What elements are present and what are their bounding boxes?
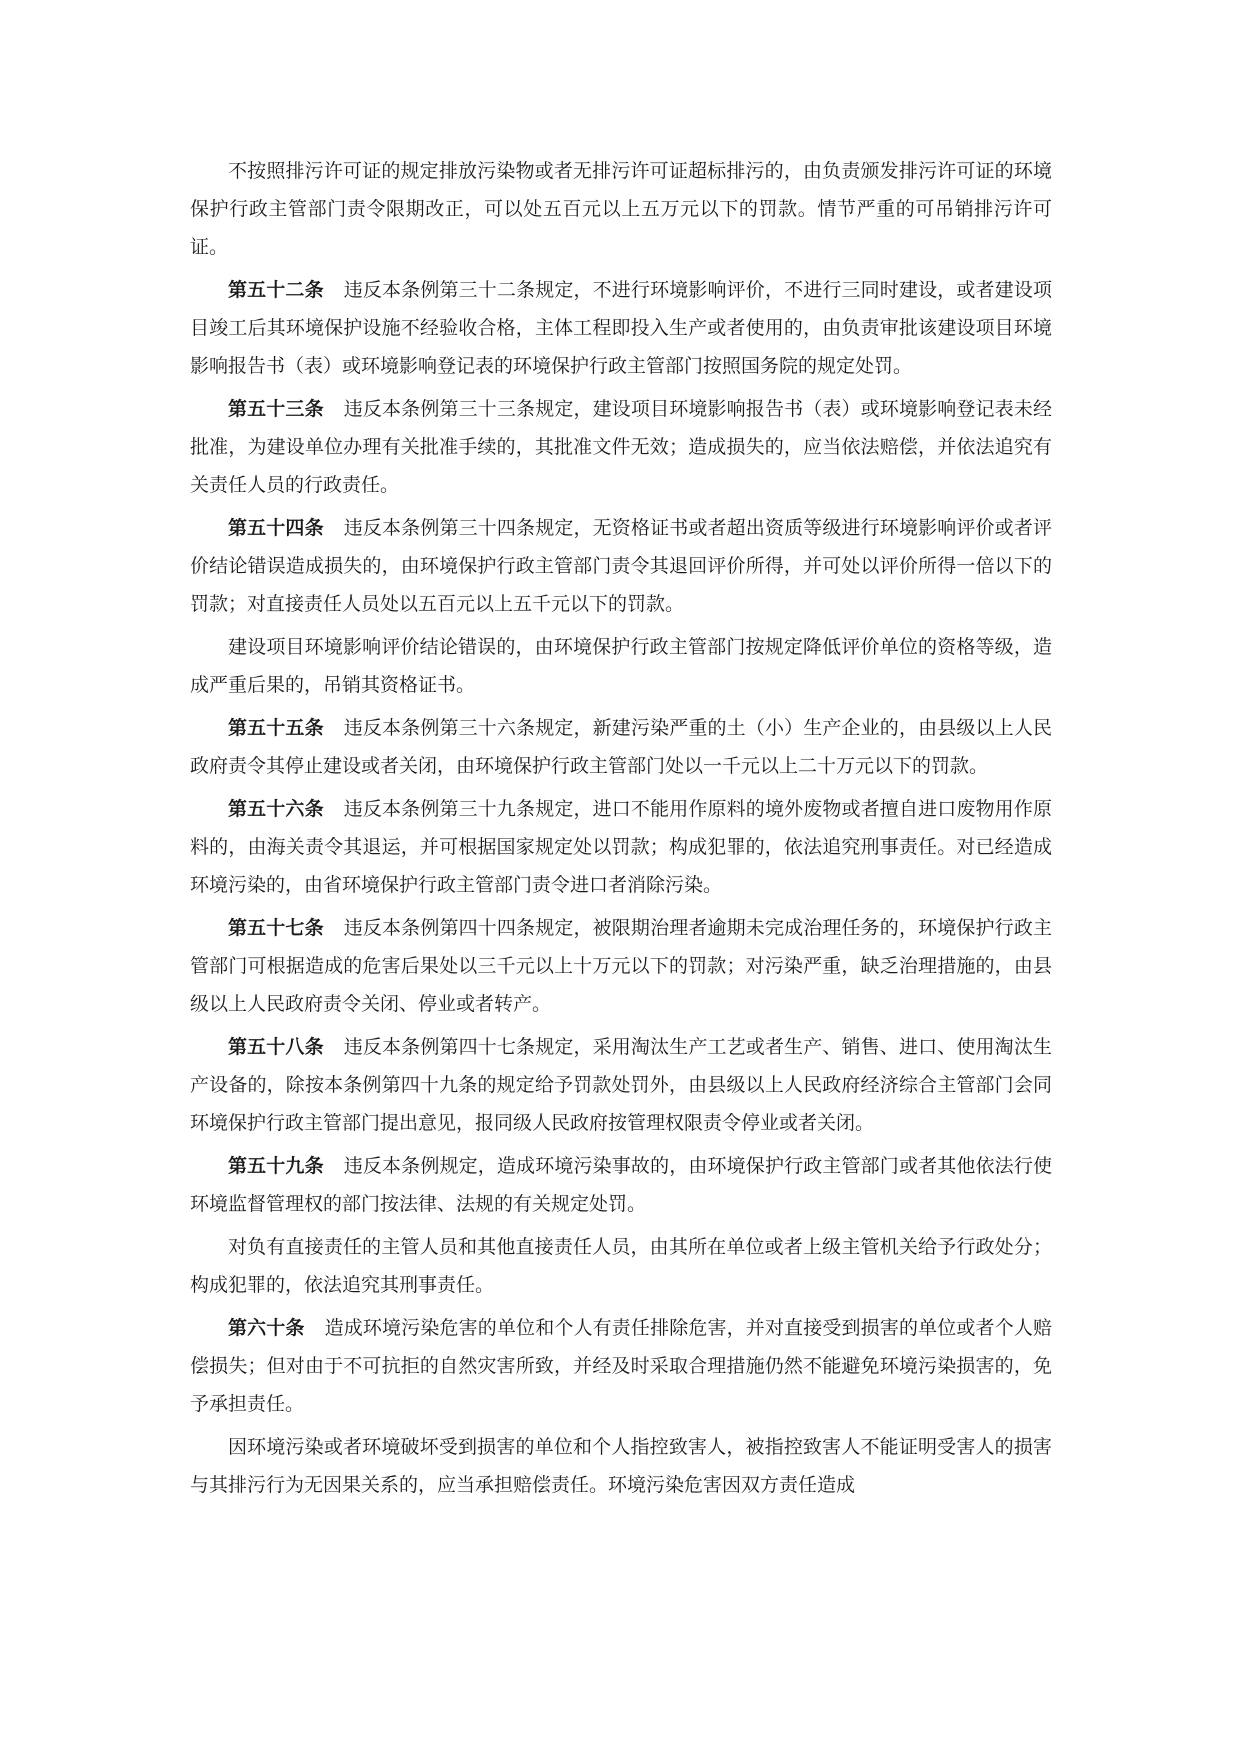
article-number: 第五十九条 — [228, 1155, 324, 1177]
paragraph-54-2 — [190, 628, 1052, 704]
paragraph-text: 对负有直接责任的主管人员和其他直接责任人员，由其所在单位或者上级主管机关给予行政处分；构成犯罪的，依法追究其刑事责任。 — [190, 1236, 1052, 1296]
article-number: 第五十三条 — [228, 398, 324, 420]
paragraph-text: 建设项目环境影响评价结论错误的，由环境保护行政主管部门按规定降低评价单位的资格等级，造成严重后果的，吊销其资格证书。 — [190, 636, 1052, 696]
paragraph-text: 违反本条例规定，造成环境污染事故的，由环境保护行政主管部门或者其他依法行使环境监督管理权的部门按法律、法规的有关规定处罚。 — [190, 1155, 1052, 1215]
article-52 — [190, 271, 1052, 385]
article-number: 第五十二条 — [228, 279, 324, 301]
article-53 — [190, 390, 1052, 504]
paragraph-text: 违反本条例第三十六条规定，新建污染严重的土（小）生产企业的，由县级以上人民政府责令其停止建设或者关闭，由环境保护行政主管部门处以一千元以上二十万元以下的罚款。 — [190, 717, 1052, 777]
article-number: 第六十条 — [228, 1317, 305, 1339]
paragraph-text: 违反本条例第三十二条规定，不进行环境影响评价，不进行三同时建设，或者建设项目竣工后其环境保护设施不经验收合格，主体工程即投入生产或者使用的，由负责审批该建设项目环境影响报告书（表）或环境影响登记表的环境保护行政主管部门按照国务院的规定处罚。 — [190, 279, 1052, 377]
article-60 — [190, 1309, 1052, 1423]
paragraph-text: 造成环境污染危害的单位和个人有责任排除危害，并对直接受到损害的单位或者个人赔偿损失；但对由于不可抗拒的自然灾害所致，并经及时采取合理措施仍然不能避免环境污染损害的，免予承担责任。 — [190, 1317, 1052, 1415]
paragraph-text: 违反本条例第四十七条规定，采用淘汰生产工艺或者生产、销售、进口、使用淘汰生产设备的，除按本条例第四十九条的规定给予罚款处罚外，由县级以上人民政府经济综合主管部门会同环境保护行政主管部门提出意见，报同级人民政府按管理权限责令停业或者关闭。 — [190, 1036, 1052, 1134]
article-number: 第五十八条 — [228, 1036, 324, 1058]
article-57 — [190, 909, 1052, 1023]
paragraph-1 — [190, 152, 1052, 266]
article-number: 第五十四条 — [228, 517, 324, 539]
paragraph-text: 违反本条例第三十三条规定，建设项目环境影响报告书（表）或环境影响登记表未经批准，为建设单位办理有关批准手续的，其批准文件无效；造成损失的，应当依法赔偿，并依法追究有关责任人员的行政责任。 — [190, 398, 1052, 496]
paragraph-text: 因环境污染或者环境破坏受到损害的单位和个人指控致害人，被指控致害人不能证明受害人的损害与其排污行为无因果关系的，应当承担赔偿责任。环境污染危害因双方责任造成 — [190, 1436, 1052, 1496]
article-56 — [190, 790, 1052, 904]
article-58 — [190, 1028, 1052, 1142]
paragraph-text: 违反本条例第四十四条规定，被限期治理者逾期未完成治理任务的，环境保护行政主管部门可根据造成的危害后果处以三千元以上十万元以下的罚款；对污染严重，缺乏治理措施的，由县级以上人民政府责令关闭、停业或者转产。 — [190, 917, 1052, 1015]
article-number: 第五十六条 — [228, 798, 324, 820]
paragraph-text: 不按照排污许可证的规定排放污染物或者无排污许可证超标排污的，由负责颁发排污许可证的环境保护行政主管部门责令限期改正，可以处五百元以上五万元以下的罚款。情节严重的可吊销排污许可证。 — [190, 160, 1052, 258]
article-59 — [190, 1147, 1052, 1223]
document-body — [190, 152, 1052, 1509]
paragraph-60-2 — [190, 1428, 1052, 1504]
paragraph-text: 违反本条例第三十九条规定，进口不能用作原料的境外废物或者擅自进口废物用作原料的，由海关责令其退运，并可根据国家规定处以罚款；构成犯罪的，依法追究刑事责任。对已经造成环境污染的，由省环境保护行政主管部门责令进口者消除污染。 — [190, 798, 1052, 896]
article-number: 第五十五条 — [228, 717, 324, 739]
article-54 — [190, 509, 1052, 623]
article-number: 第五十七条 — [228, 917, 324, 939]
paragraph-59-2 — [190, 1228, 1052, 1304]
article-55 — [190, 709, 1052, 785]
paragraph-text: 违反本条例第三十四条规定，无资格证书或者超出资质等级进行环境影响评价或者评价结论错误造成损失的，由环境保护行政主管部门责令其退回评价所得，并可处以评价所得一倍以下的罚款；对直接责任人员处以五百元以上五千元以下的罚款。 — [190, 517, 1052, 615]
